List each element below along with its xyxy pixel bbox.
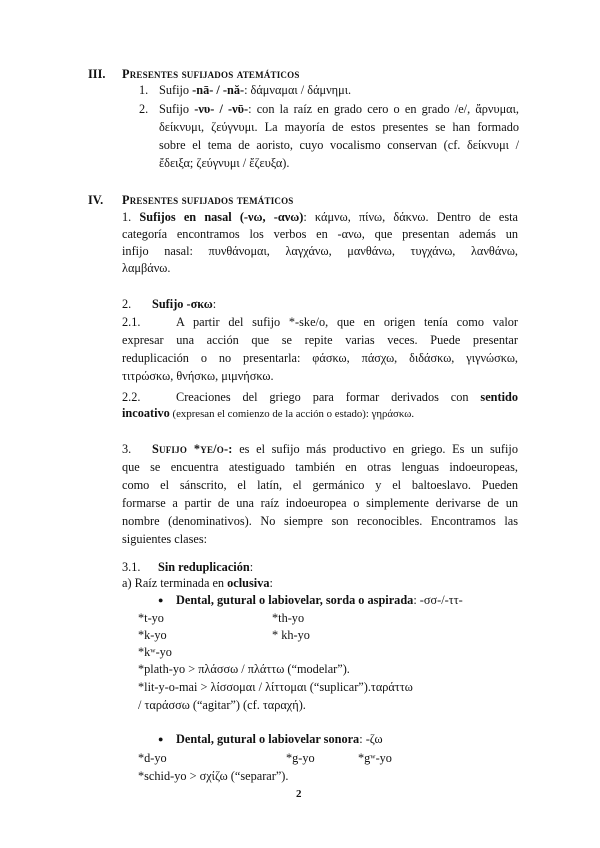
text-line: τιτρώσκω, θνήσκω, μιμνήσκω.	[122, 369, 274, 383]
section-number: III.	[88, 67, 106, 81]
root-form: *t-yo	[138, 611, 164, 625]
subsection-title: Sin reduplicación:	[158, 560, 254, 574]
text-line: a) Raíz terminada en oclusiva:	[122, 576, 273, 590]
text-line: siguientes clases:	[122, 532, 208, 546]
subsection-number: 3.1.	[122, 560, 141, 574]
list-item: Sufijo -nā- / -nă-: δάμναμαι / δάμνημι.	[159, 83, 352, 97]
root-form: *th-yo	[272, 611, 305, 625]
example-line: *plath-yo > πλάσσω / πλάττω (“modelar”).	[138, 662, 350, 676]
text-line: como el sánscrito, el latín, el germánico y el baltoeslavo. Pueden	[122, 478, 518, 492]
list-number: 1.	[139, 83, 149, 97]
text-line: δείκνυμι, ζεύγνυμι. La mayoría de estos presentes se han formado	[159, 120, 519, 134]
text-line: reduplicación o no presentarla: φάσκω, πάσχω, διδάσκω, γιγνώσκω,	[122, 351, 518, 365]
text-line: infijo nasal: πυνθάνομαι, λαγχάνω, μανθάνω, τυγχάνω, λανθάνω,	[122, 244, 518, 258]
subsection-number: 2.1.	[122, 315, 141, 329]
text-line: incoativo (expresan el comienzo de la acción o estado): γηράσκω.	[122, 406, 415, 420]
subsection-number: 3.	[122, 442, 132, 456]
root-form: * kh-yo	[272, 628, 310, 642]
bullet-icon: ●	[158, 734, 164, 744]
text-line: categoría encontramos los verbos en -ανω, que presentan además un	[122, 227, 518, 241]
bullet-item: Dental, gutural o labiovelar sonora: -ζω	[176, 732, 383, 746]
text-line: A partir del sufijo *-ske/o, que en origen tenía como valor	[176, 315, 518, 329]
text-line: que se encuentra atestiguado también en otras lenguas indoeuropeas,	[122, 460, 518, 474]
section-title: Presentes sufijados temáticos	[122, 193, 294, 207]
bullet-item: Dental, gutural o labiovelar, sorda o aspirada: -σσ-/-ττ-	[176, 593, 463, 607]
example-line: *schid-yo > σχίζω (“separar”).	[138, 769, 289, 783]
example-line: *lit-y-o-mai > λίσσομαι / λίττομαι (“suplicar”).ταράττω	[138, 680, 413, 694]
root-form: *k-yo	[138, 628, 167, 642]
example-line: / ταράσσω (“agitar”) (cf. ταραχή).	[138, 698, 306, 712]
text-line: formarse a partir de una raíz indoeuropea o simplemente derivarse de un	[122, 496, 518, 510]
section-number: IV.	[88, 193, 104, 207]
subsection-title: Sufijo -σκω:	[152, 297, 217, 311]
root-form: *gʷ-yo	[358, 751, 392, 765]
bullet-icon: ●	[158, 595, 164, 605]
subsection-number: 2.2.	[122, 390, 141, 404]
text-line: 1. Sufijos en nasal (-νω, -ανω): κάμνω, πίνω, δάκνω. Dentro de esta	[122, 210, 519, 224]
root-form: *d-yo	[138, 751, 167, 765]
section-title: Presentes sufijados atemáticos	[122, 67, 300, 81]
text-line: nombre (denominativos). No siempre son reconocibles. Encontramos las	[122, 514, 518, 528]
text-line: λαμβάνω.	[122, 261, 171, 275]
text-line: Creaciones del griego para formar derivados con sentido	[176, 390, 518, 404]
root-form: *g-yo	[286, 751, 315, 765]
text-line: Sufijo *ye/o-: es el sufijo más productivo en griego. Es un sufijo	[152, 442, 518, 456]
text-line: Sufijo -νυ- / -νῡ-: con la raíz en grado cero o en grado /e/, ἄρνυμαι,	[159, 102, 519, 116]
subsection-number: 2.	[122, 297, 132, 311]
page-number: 2	[296, 788, 302, 800]
text-line: ἔδειξα; ζεύγνυμι / ἔζευξα).	[159, 156, 290, 170]
text-line: expresar una acción que se repite varias veces. Puede presentar	[122, 333, 518, 347]
root-form: *kʷ-yo	[138, 645, 172, 659]
list-number: 2.	[139, 102, 149, 116]
text-line: sobre el tema de aoristo, cuyo vocalismo conservan (cf. δείκνυμι /	[159, 138, 519, 152]
